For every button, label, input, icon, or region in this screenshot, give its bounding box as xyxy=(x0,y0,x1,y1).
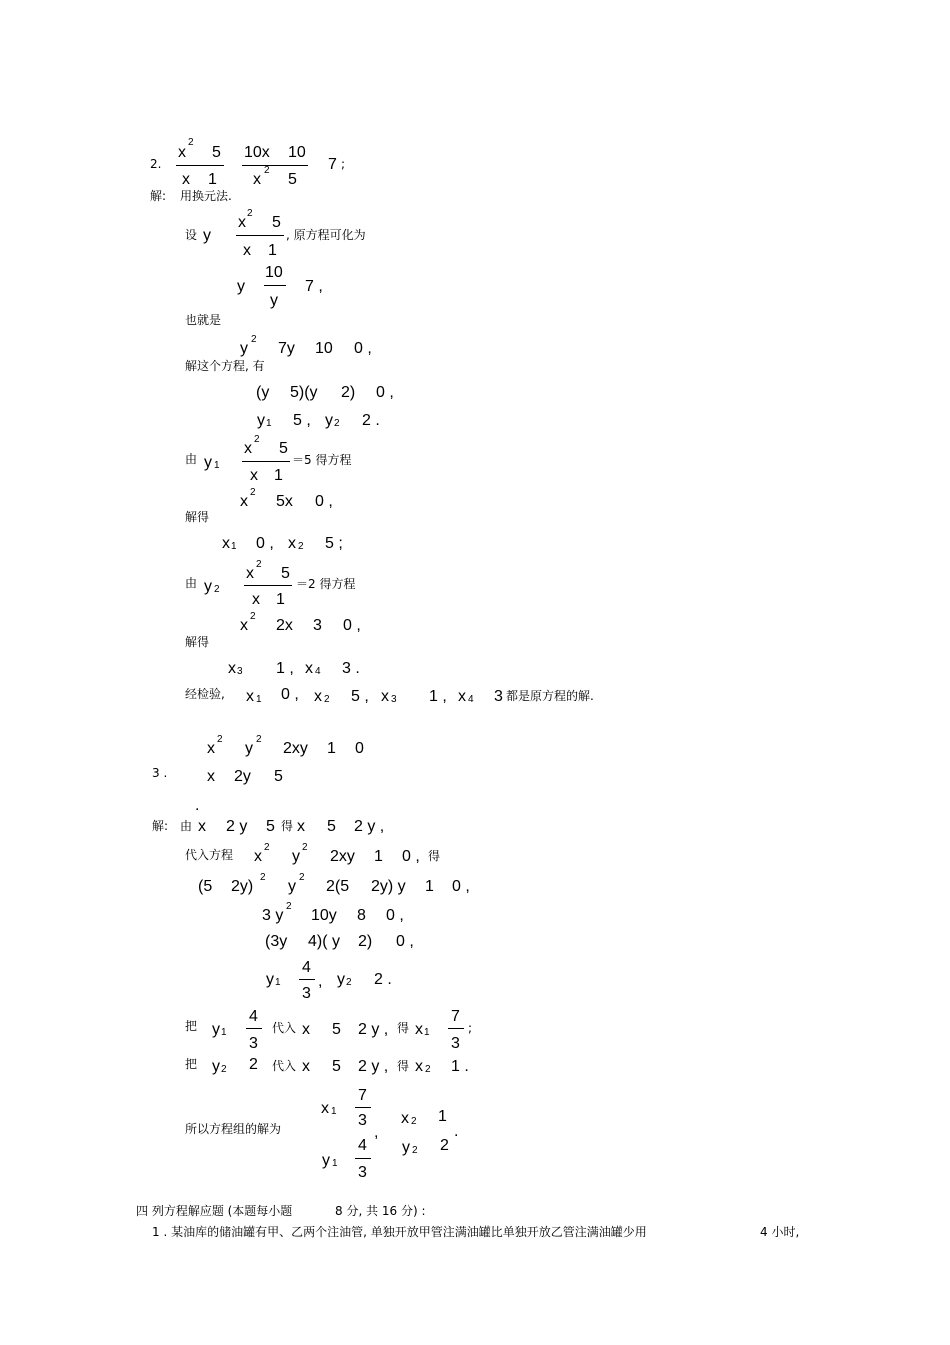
text: 得 xyxy=(397,1059,410,1073)
text: 代入 xyxy=(272,1059,297,1073)
subscript: 2 xyxy=(324,694,330,705)
superscript: 2 xyxy=(247,208,253,219)
punctuation: . xyxy=(454,1123,459,1140)
subscript: 2 xyxy=(221,1064,227,1075)
subscript: 2 xyxy=(346,977,352,988)
equation-term: 5 , xyxy=(351,688,369,705)
equation-term: 7 xyxy=(328,156,337,173)
equation-term: 1 xyxy=(374,848,383,865)
text: 得 xyxy=(428,849,441,863)
equation-term: x xyxy=(240,617,248,634)
text: 经检验, xyxy=(185,687,225,701)
superscript: 2 xyxy=(299,872,305,883)
fraction-bar xyxy=(264,285,286,286)
equation-term: y xyxy=(292,848,300,865)
punctuation: ; xyxy=(341,157,346,171)
equation-term: x xyxy=(401,1110,409,1127)
equation-term: 2y) y xyxy=(371,878,406,895)
equation-term: x xyxy=(415,1021,423,1038)
equation-term: y xyxy=(204,578,212,595)
subscript: 1 xyxy=(275,977,281,988)
equation-term: 0 , xyxy=(281,686,299,703)
equation-term: 1 , xyxy=(429,688,447,705)
punctuation: , xyxy=(318,973,323,990)
equation-term: 2) xyxy=(358,933,373,950)
text: 也就是 xyxy=(185,313,222,327)
equation-term: 5 xyxy=(212,144,221,161)
text: 解得 xyxy=(185,510,210,524)
equation-term: y xyxy=(245,740,253,757)
equation-term: 5 xyxy=(266,818,275,835)
superscript: 2 xyxy=(250,487,256,498)
equation-term: x xyxy=(381,688,389,705)
equation-term: 0 , xyxy=(376,384,394,401)
equation-term: 1 xyxy=(276,591,285,608)
equation-term: 2y) xyxy=(231,878,254,895)
equation-term: x xyxy=(252,591,260,608)
text: 把 xyxy=(185,1019,198,1033)
equation-term: 1 , xyxy=(276,660,294,677)
superscript: 2 xyxy=(264,842,270,853)
punctuation: , xyxy=(374,1124,379,1141)
equation-term: y xyxy=(203,227,211,244)
text: 解这个方程, 有 xyxy=(185,359,265,373)
equation-term: 0 , xyxy=(256,535,274,552)
equation-term: 5 , xyxy=(293,412,311,429)
text: 得 xyxy=(397,1021,410,1035)
equation-term: x xyxy=(243,242,251,259)
equation-term: 2 xyxy=(249,1056,258,1073)
fraction-bar xyxy=(236,235,284,236)
solution-label: 解: xyxy=(152,819,169,833)
equation-term: 3 . xyxy=(342,660,360,677)
equation-term: 0 , xyxy=(386,907,404,924)
equation-term: 10 xyxy=(265,264,283,281)
equation-term: 1 . xyxy=(451,1058,469,1075)
section-heading: 四 列方程解应题 (本题每小题 xyxy=(136,1204,293,1218)
equation-term: 3 xyxy=(358,1164,367,1181)
equation-term: x xyxy=(238,214,246,231)
equation-term: x xyxy=(222,535,230,552)
equation-term: 3 xyxy=(302,985,311,1002)
subscript: 1 xyxy=(266,418,272,429)
text: 得 xyxy=(281,819,294,833)
equation-term: 2y xyxy=(234,768,251,785)
punctuation: ; xyxy=(468,1021,473,1035)
equation-term: 1 xyxy=(438,1108,447,1125)
equation-term: y xyxy=(322,1152,330,1169)
equation-term: x xyxy=(458,688,466,705)
equation-term: 5 xyxy=(288,171,297,188)
text: 解得 xyxy=(185,635,210,649)
subscript: 2 xyxy=(334,418,340,429)
equation-term: 3 xyxy=(358,1112,367,1129)
fraction-bar xyxy=(355,1158,371,1159)
equation-term: x xyxy=(207,768,215,785)
equation-term: (3y xyxy=(265,933,288,950)
text: 由 xyxy=(185,452,198,466)
equation-term: 2) xyxy=(341,384,356,401)
let-text: 设 xyxy=(185,228,198,242)
superscript: 2 xyxy=(250,611,256,622)
subscript: 4 xyxy=(468,694,474,705)
subscript: 2 xyxy=(425,1064,431,1075)
equation-term: 1 xyxy=(208,171,217,188)
equation-term: 1 xyxy=(327,740,336,757)
equation-term: y xyxy=(402,1139,410,1156)
equation-term: 7 , xyxy=(305,278,323,295)
problem-number: 3 . xyxy=(152,766,168,780)
equation-term: 7y xyxy=(278,340,295,357)
equation-term: y xyxy=(288,878,296,895)
equation-term: 2xy xyxy=(330,848,355,865)
fraction-bar xyxy=(299,979,315,980)
equation-term: x xyxy=(254,848,262,865)
equation-term: 0 , xyxy=(452,878,470,895)
equation-term: 5)(y xyxy=(290,384,318,401)
text: , 原方程可化为 xyxy=(286,228,366,242)
problem-number: 2. xyxy=(150,157,162,171)
fraction-bar xyxy=(246,1028,262,1029)
subscript: 2 xyxy=(412,1145,418,1156)
equation-term: 1 xyxy=(274,467,283,484)
equation-term: 2 . xyxy=(362,412,380,429)
equation-term: x xyxy=(228,660,236,677)
superscript: 2 xyxy=(260,872,266,883)
equation-term: y xyxy=(266,971,274,988)
equation-term: 10 xyxy=(288,144,306,161)
superscript: 2 xyxy=(188,137,194,148)
superscript: 2 xyxy=(256,559,262,570)
fraction-bar xyxy=(242,461,290,462)
equation-term: x xyxy=(321,1100,329,1117)
equation-term: y xyxy=(325,412,333,429)
equation-term: 2 y , xyxy=(358,1058,389,1075)
equation-term: x xyxy=(297,818,305,835)
equation-term: y xyxy=(237,278,245,295)
equation-term: x xyxy=(178,144,186,161)
superscript: 2 xyxy=(264,165,270,176)
fraction-bar xyxy=(176,165,224,166)
equation-term: 2 . xyxy=(374,971,392,988)
equation-term: 0 , xyxy=(354,340,372,357)
subscript: 2 xyxy=(214,584,220,595)
subscript: 1 xyxy=(221,1027,227,1038)
fraction-bar xyxy=(242,165,308,166)
equation-term: 10 xyxy=(315,340,333,357)
equation-term: 0 xyxy=(355,740,364,757)
equation-term: x xyxy=(314,688,322,705)
equation-term: 0 , xyxy=(315,493,333,510)
equation-term: 5 xyxy=(281,565,290,582)
equation-term: y xyxy=(257,412,265,429)
subscript: 2 xyxy=(411,1116,417,1127)
subscript: 1 xyxy=(424,1027,430,1038)
equation-term: 4 xyxy=(302,959,311,976)
equation-term: 2 xyxy=(440,1137,449,1154)
superscript: 2 xyxy=(256,734,262,745)
equation-term: x xyxy=(207,740,215,757)
equation-term: 2 y xyxy=(226,818,248,835)
superscript: 2 xyxy=(254,434,260,445)
text: 由 xyxy=(180,819,193,833)
equation-term: 5 xyxy=(332,1058,341,1075)
equation-term: 3 xyxy=(494,688,503,705)
equation-term: y xyxy=(240,340,248,357)
question-text-end: 4 小时, xyxy=(760,1225,800,1239)
section-score: 8 分, 共 16 分) : xyxy=(335,1204,426,1218)
equation-term: y xyxy=(212,1021,220,1038)
equation-term: 5 xyxy=(332,1021,341,1038)
equation-term: 3 xyxy=(249,1035,258,1052)
question-text: 1 . 某油库的储油罐有甲、乙两个注油管, 单独开放甲管注满油罐比单独开放乙管注满油罐少用 xyxy=(152,1225,647,1239)
equation-term: 10y xyxy=(311,907,337,924)
equation-term: 8 xyxy=(357,907,366,924)
equation-term: x xyxy=(302,1058,310,1075)
fraction-bar xyxy=(448,1028,464,1029)
superscript: 2 xyxy=(217,734,223,745)
equation-term: (y xyxy=(256,384,270,401)
punctuation: . xyxy=(195,797,200,814)
equation-term: x xyxy=(253,171,261,188)
equation-term: (5 xyxy=(198,878,213,895)
equation-term: x xyxy=(246,688,254,705)
equation-term: 5 xyxy=(274,768,283,785)
subscript: 1 xyxy=(231,541,237,552)
equation-term: 0 , xyxy=(343,617,361,634)
equation-term: 0 , xyxy=(402,848,420,865)
text: 把 xyxy=(185,1057,198,1071)
equation-term: x xyxy=(302,1021,310,1038)
superscript: 2 xyxy=(251,334,257,345)
text: 代入方程 xyxy=(185,848,234,862)
equation-term: 10x xyxy=(244,144,270,161)
equation-term: 5 xyxy=(279,440,288,457)
equation-term: 2xy xyxy=(283,740,308,757)
text: 由 xyxy=(185,576,198,590)
subscript: 3 xyxy=(237,666,243,677)
method-text: 用换元法. xyxy=(180,189,232,203)
equation-term: 3 xyxy=(313,617,322,634)
subscript: 3 xyxy=(391,694,397,705)
subscript: 1 xyxy=(332,1158,338,1169)
subscript: 1 xyxy=(331,1106,337,1117)
equation-term: 5 xyxy=(327,818,336,835)
text: ＝5 得方程 xyxy=(292,453,352,467)
equation-term: x xyxy=(244,440,252,457)
equation-term: y xyxy=(337,971,345,988)
text: 都是原方程的解. xyxy=(506,689,594,703)
equation-term: 3 xyxy=(451,1035,460,1052)
subscript: 2 xyxy=(298,541,304,552)
superscript: 2 xyxy=(286,901,292,912)
subscript: 1 xyxy=(214,460,220,471)
text: 代入 xyxy=(272,1021,297,1035)
equation-term: x xyxy=(246,565,254,582)
fraction-bar xyxy=(355,1107,371,1108)
equation-term: 7 xyxy=(358,1087,367,1104)
equation-term: x xyxy=(198,818,206,835)
equation-term: 5 ; xyxy=(325,535,343,552)
text: ＝2 得方程 xyxy=(296,577,356,591)
equation-term: 2x xyxy=(276,617,293,634)
solution-label: 解: xyxy=(150,189,167,203)
equation-term: x xyxy=(415,1058,423,1075)
equation-term: 5x xyxy=(276,493,293,510)
equation-term: 5 xyxy=(272,214,281,231)
equation-term: 2(5 xyxy=(326,878,350,895)
equation-term: x xyxy=(288,535,296,552)
equation-term: x xyxy=(250,467,258,484)
text: 所以方程组的解为 xyxy=(185,1122,282,1136)
equation-term: y xyxy=(212,1058,220,1075)
equation-term: 3 y xyxy=(262,907,284,924)
equation-term: y xyxy=(270,292,278,309)
equation-term: 4 xyxy=(249,1008,258,1025)
equation-term: 1 xyxy=(425,878,434,895)
equation-term: 2 y , xyxy=(358,1021,389,1038)
equation-term: 0 , xyxy=(396,933,414,950)
equation-term: x xyxy=(240,493,248,510)
equation-term: 4)( y xyxy=(308,933,340,950)
equation-term: x xyxy=(182,171,190,188)
equation-term: 2 y , xyxy=(354,818,385,835)
equation-term: 1 xyxy=(268,242,277,259)
equation-term: 4 xyxy=(358,1137,367,1154)
fraction-bar xyxy=(244,585,292,586)
equation-term: x xyxy=(305,660,313,677)
superscript: 2 xyxy=(302,842,308,853)
equation-term: y xyxy=(204,454,212,471)
equation-term: 7 xyxy=(451,1008,460,1025)
subscript: 4 xyxy=(315,666,321,677)
subscript: 1 xyxy=(256,694,262,705)
